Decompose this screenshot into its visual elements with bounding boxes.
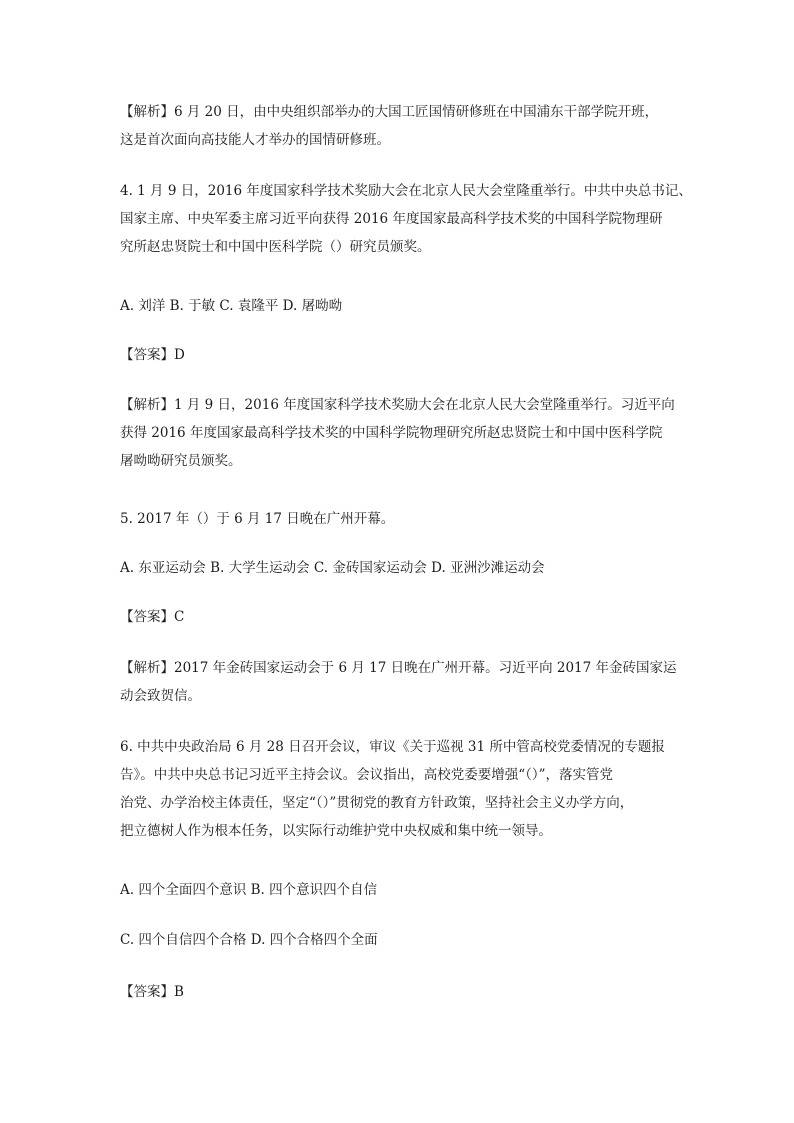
text-line: 把立德树人作为根本任务，以实际行动维护党中央权威和集中统一领导。 [120, 823, 552, 839]
text-line: 5. 2017 年（）于 6 月 17 日晚在广州开幕。 [120, 511, 395, 527]
text-line: 国家主席、中央军委主席习近平向获得 2016 年度国家最高科学技术奖的中国科学院物理研 [120, 211, 663, 227]
question-6-answer [120, 978, 680, 1006]
text-line: 【解析】6 月 20 日，由中央组织部举办的大国工匠国情研修班在中国浦东干部学院开班， [120, 104, 659, 120]
analysis-paragraph [120, 98, 680, 154]
text-line: 6. 中共中央政治局 6 月 28 日召开会议，审议《关于巡视 31 所中管高校党委情况的专题报 [120, 739, 665, 755]
question-4 [120, 177, 692, 261]
question-4-analysis [120, 391, 680, 475]
text-line: 究所赵忠贤院士和中国中医科学院（）研究员颁奖。 [120, 239, 431, 255]
text-line: A. 刘洋 B. 于敏 C. 袁隆平 D. 屠呦呦 [120, 298, 343, 314]
question-5 [120, 505, 680, 533]
text-line: 4. 1 月 9 日，2016 年度国家科学技术奖励大会在北京人民大会堂隆重举行。中共中央总书记、 [120, 183, 692, 199]
text-line: 【答案】D [120, 347, 185, 363]
text-line: 【解析】2017 年金砖国家运动会于 6 月 17 日晚在广州开幕。习近平向 2017 年金砖国家运 [120, 660, 677, 676]
text-line: A. 四个全面四个意识 B. 四个意识四个自信 [120, 882, 378, 898]
question-6 [120, 733, 680, 845]
question-4-answer [120, 341, 680, 369]
text-line: 【解析】1 月 9 日，2016 年度国家科学技术奖励大会在北京人民大会堂隆重举行。习近平向 [120, 397, 675, 413]
text-line: 告》。中共中央总书记习近平主持会议。会议指出，高校党委要增强“（）”，落实管党 [120, 767, 614, 783]
text-line: A. 东亚运动会 B. 大学生运动会 C. 金砖国家运动会 D. 亚洲沙滩运动会 [120, 560, 545, 576]
question-5-answer [120, 603, 680, 631]
question-5-analysis [120, 654, 680, 710]
text-line: 【答案】C [120, 609, 185, 625]
text-line: 获得 2016 年度国家最高科学技术奖的中国科学院物理研究所赵忠贤院士和中国中医科学院 [120, 425, 663, 441]
text-line: 【答案】B [120, 984, 184, 1000]
text-line: 治党、办学治校主体责任，坚定“（）”贯彻党的教育方针政策，坚持社会主义办学方向， [120, 795, 634, 811]
text-line: 动会致贺信。 [120, 688, 201, 704]
text-line: 这是首次面向高技能人才举办的国情研修班。 [120, 132, 390, 148]
question-6-options-cd [120, 926, 680, 954]
question-6-options-ab [120, 876, 680, 904]
question-4-options [120, 292, 680, 320]
text-line: 屠呦呦研究员颁奖。 [120, 453, 242, 469]
question-5-options [120, 554, 680, 582]
text-line: C. 四个自信四个合格 D. 四个合格四个全面 [120, 932, 378, 948]
